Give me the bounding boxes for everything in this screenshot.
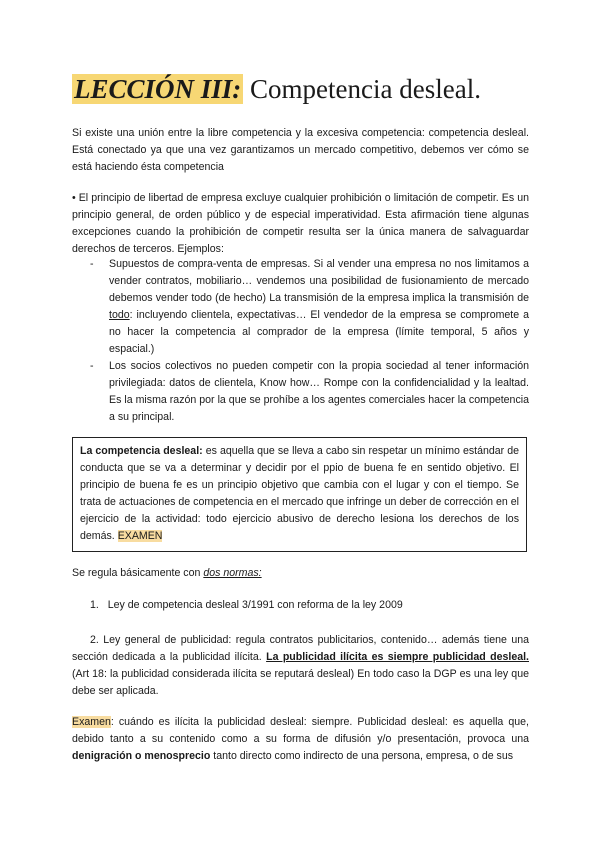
norm-item-2	[72, 632, 529, 700]
page-title	[72, 72, 481, 106]
norm-item-1	[90, 597, 403, 614]
list-item	[90, 256, 529, 358]
lesson-label: LECCIÓN III:	[74, 74, 242, 104]
principle-paragraph	[72, 190, 529, 258]
norm-number: 1.	[90, 599, 99, 611]
list-item	[90, 358, 529, 426]
exam-note-before: : cuándo es ilícita la publicidad desleal: siempre. Publicidad desleal: es aquella que, debido tanto a su contenido como a su forma de difusión y/o presentación, provoca una	[72, 716, 529, 745]
principle-text: El principio de libertad de empresa excluye cualquier prohibición o limitación de competir. Es un principio general, de orden público y de especial imperatividad. Esta afirmación tiene algunas excepciones cuando la prohibición de competir resulta ser la única manera de salvaguardar derechos de terceros. Ejemplos:	[72, 192, 529, 255]
dash-marker: -	[90, 258, 94, 270]
intro-paragraph: Si existe una unión entre la libre competencia y la excesiva competencia: competencia desleal. Está conectado ya que una vez garantizamos un mercado competitivo, debemos ver cómo se está haciendo ésta competencia	[72, 127, 529, 173]
examples-list	[90, 256, 529, 426]
lesson-topic: Competencia desleal.	[243, 74, 481, 104]
regulation-paragraph	[72, 565, 529, 582]
exam-note-tag: Examen	[72, 716, 111, 728]
exam-note-paragraph	[72, 714, 529, 765]
definition-box	[72, 437, 527, 552]
norm-key-statement: La publicidad ilícita es siempre publicidad desleal.	[266, 651, 529, 663]
example-text-after: : incluyendo clientela, expectativas… El vendedor de la empresa se compromete a no hacer la competencia al comprador de la empresa (límite temporal, 5 años y espacial.)	[109, 309, 529, 355]
exam-note-bold: denigración o menosprecio	[72, 750, 211, 762]
exam-note-after: tanto directo como indirecto de una persona, empresa, o de sus	[210, 750, 514, 762]
definition-text: es aquella que se lleva a cabo sin respetar un mínimo estándar de conducta que se va a determinar y decidir por el ppio de buena fe en sentido objetivo. El principio de buena fe es un principio objetivo que cambia con el lugar y con el tiempo. Se trata de actuaciones de competencia en el mercado que infringe un deber de corrección en el ejercicio de la actividad: todo ejercicio abusivo de derecho lesiona los derechos de los demás.	[80, 445, 520, 542]
example-text-before: Supuestos de compra-venta de empresas. Si al vender una empresa no nos limitamos a vender contratos, mobiliario… vendemos una posibilidad de fusionamiento de mercado debemos vender todo (de hecho) La transmisión de la empresa implica la transmisión de	[109, 258, 529, 304]
regulation-emphasis: dos normas:	[203, 567, 262, 579]
dash-marker: -	[90, 360, 94, 372]
norm-text-before: Ley general de publicidad: regula contratos publicitarios, contenido… además tiene una sección dedicada a la publicidad ilícita.	[72, 634, 529, 663]
example-text-before: Los socios colectivos no pueden competir con la propia sociedad al tener información privilegiada: datos de clientela, Know how… Rompe con la confidencialidad y la lealtad. Es la misma razón por la que se prohíbe a los agentes comerciales hacer la competencia a su principal.	[109, 360, 529, 423]
norm-text-after: (Art 18: la publicidad considerada ilícita se reputará desleal) En todo caso la DGP es una ley que debe ser aplicada.	[72, 668, 529, 697]
exam-tag: EXAMEN	[117, 530, 163, 542]
norm-text: Ley de competencia desleal 3/1991 con reforma de la ley 2009	[107, 599, 403, 611]
example-underlined: todo	[109, 309, 130, 321]
definition-term: La competencia desleal:	[80, 445, 203, 457]
bullet-icon: •	[72, 192, 76, 204]
norm-number: 2.	[90, 634, 99, 646]
regulation-lead: Se regula básicamente con	[72, 567, 204, 579]
